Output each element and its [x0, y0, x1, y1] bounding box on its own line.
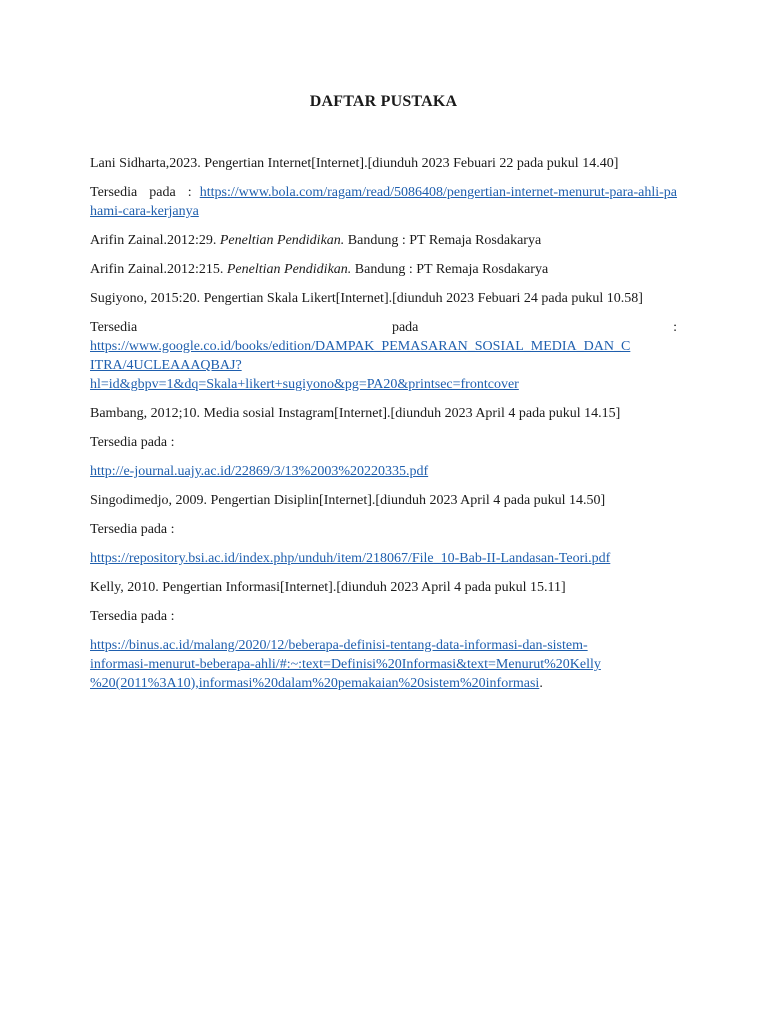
- source-label-colon: :: [673, 320, 677, 335]
- source-label: Tersedia pada :: [90, 185, 192, 200]
- reference-entry: Kelly, 2010. Pengertian Informasi[Internet].[diunduh 2023 April 4 pada pukul 15.11]: [90, 580, 566, 595]
- source-link[interactable]: https://www.bola.com/ragam/read/5086408/pengertian-internet-menurut-para-ahli-pahami-cara-kerjanya: [90, 185, 677, 219]
- source-link[interactable]: https://binus.ac.id/malang/2020/12/beberapa-definisi-tentang-data-informasi-dan-sistem-: [90, 638, 588, 653]
- entry-author: Arifin Zainal.2012:215.: [90, 262, 224, 277]
- source-link[interactable]: ITRA/4UCLEAAAQBAJ?: [90, 358, 242, 373]
- trailing-period: .: [539, 676, 543, 691]
- source-link[interactable]: https://repository.bsi.ac.id/index.php/unduh/item/218067/File_10-Bab-II-Landasan-Teori.pdf: [90, 551, 611, 566]
- reference-source: [90, 549, 677, 568]
- reference-entry: [90, 260, 677, 279]
- source-label-row: [90, 318, 677, 337]
- source-label: Tersedia pada :: [90, 522, 175, 537]
- source-link[interactable]: %20(2011%3A10),informasi%20dalam%20pemakaian%20sistem%20informasi: [90, 676, 540, 691]
- reference-source: [90, 318, 677, 394]
- source-link[interactable]: hl=id&gbpv=1&dq=Skala+likert+sugiyono&pg=PA20&printsec=frontcover: [90, 377, 519, 392]
- reference-source: [90, 462, 677, 481]
- reference-entry: Lani Sidharta,2023. Pengertian Internet[Internet].[diunduh 2023 Febuari 22 pada pukul 14.40]: [90, 156, 619, 171]
- source-link[interactable]: informasi-menurut-beberapa-ahli/#:~:text=Definisi%20Informasi&text=Menurut%20Kelly: [90, 657, 601, 672]
- source-label: Tersedia pada :: [90, 609, 175, 624]
- source-label-word: pada: [391, 320, 419, 335]
- page-title: DAFTAR PUSTAKA: [309, 93, 458, 110]
- entry-publisher: Bandung : PT Remaja Rosdakarya: [347, 233, 542, 248]
- source-label: Tersedia pada :: [90, 435, 175, 450]
- source-link[interactable]: https://www.google.co.id/books/edition/DAMPAK_PEMASARAN_SOSIAL_MEDIA_DAN_C: [90, 339, 631, 354]
- source-label-word: Tersedia: [90, 320, 138, 335]
- reference-source: [90, 183, 677, 221]
- reference-entry: Singodimedjo, 2009. Pengertian Disiplin[Internet].[diunduh 2023 April 4 pada pukul 14.50]: [90, 493, 606, 508]
- entry-book-title: Peneltian Pendidikan.: [226, 262, 352, 277]
- entry-publisher: Bandung : PT Remaja Rosdakarya: [354, 262, 549, 277]
- reference-source: [90, 636, 677, 693]
- source-link-last-line: [90, 674, 677, 693]
- reference-entry: Sugiyono, 2015:20. Pengertian Skala Likert[Internet].[diunduh 2023 Febuari 24 pada pukul 10.58]: [90, 291, 643, 306]
- source-link[interactable]: http://e-journal.uajy.ac.id/22869/3/13%2003%20220335.pdf: [90, 464, 429, 479]
- reference-entry: Bambang, 2012;10. Media sosial Instagram[Internet].[diunduh 2023 April 4 pada pukul 14.15]: [90, 406, 621, 421]
- entry-author: Arifin Zainal.2012:29.: [90, 233, 217, 248]
- document-page: [90, 92, 677, 703]
- reference-entry: [90, 231, 677, 250]
- entry-book-title: Peneltian Pendidikan.: [219, 233, 345, 248]
